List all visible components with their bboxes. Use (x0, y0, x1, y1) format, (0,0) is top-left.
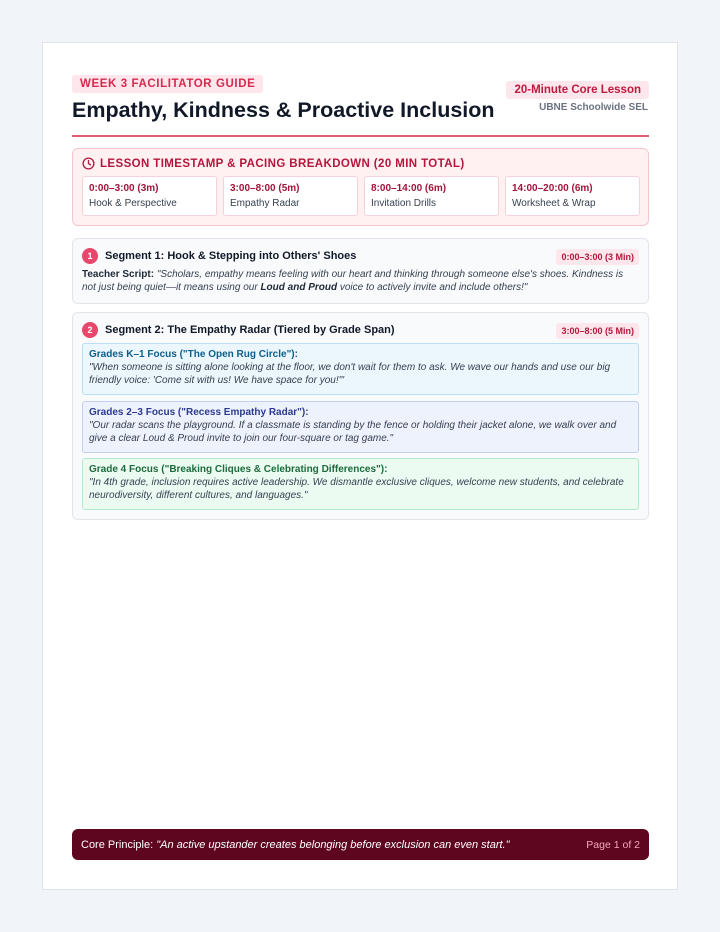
pacing-breakdown-panel (72, 148, 649, 226)
teacher-script-text-end: voice to actively invite and include others!" (337, 282, 528, 293)
segment-2-title: Segment 2: The Empathy Radar (Tiered by Grade Span) (105, 324, 395, 336)
lesson-duration-badge: 20-Minute Core Lesson (506, 81, 649, 99)
page-number: Page 1 of 2 (586, 838, 640, 851)
pacing-step (82, 176, 217, 216)
core-principle-footer (72, 829, 649, 860)
segment-2-time-badge: 3:00–8:00 (5 Min) (556, 323, 639, 339)
grade-k1-focus-box (82, 343, 639, 395)
segment-1-card (72, 238, 649, 304)
grade-focus-text: "In 4th grade, inclusion requires active leadership. We dismantle exclusive cliques, welcome new students, and celebrate neurodiversity, different cultures, and languages." (89, 477, 624, 501)
grade-23-focus-box (82, 401, 639, 453)
segment-number-badge: 1 (82, 248, 98, 264)
pacing-step-time: 0:00–3:00 (3m) (89, 183, 159, 194)
pacing-step (223, 176, 358, 216)
teacher-script-emphasis: Loud and Proud (260, 282, 338, 293)
grade-4-focus-box (82, 458, 639, 510)
segment-2-header (82, 322, 395, 338)
page-title: Empathy, Kindness & Proactive Inclusion (72, 98, 495, 122)
pacing-step-time: 3:00–8:00 (5m) (230, 183, 300, 194)
segment-number-badge: 2 (82, 322, 98, 338)
pacing-step-time: 8:00–14:00 (6m) (371, 183, 447, 194)
clock-icon (82, 157, 95, 170)
teacher-script-label: Teacher Script: (82, 269, 155, 280)
teacher-script-text: "Scholars, empathy means feeling with our heart and thinking through someone else's shoes. Kindness is not just being quiet—it means using our (82, 269, 624, 293)
segment-1-header (82, 248, 356, 264)
organization-label: UBNE Schoolwide SEL (539, 102, 648, 113)
guide-page (42, 42, 678, 890)
segment-2-card (72, 312, 649, 520)
pacing-steps (82, 176, 640, 216)
pacing-step-time: 14:00–20:00 (6m) (512, 183, 593, 194)
pacing-step-label: Invitation Drills (371, 198, 437, 209)
pacing-step (364, 176, 499, 216)
core-principle (81, 839, 586, 851)
core-principle-quote: "An active upstander creates belonging before exclusion can even start." (156, 838, 510, 851)
core-principle-label: Core Principle: (81, 838, 157, 851)
pacing-heading-text: LESSON TIMESTAMP & PACING BREAKDOWN (20 MIN TOTAL) (100, 157, 465, 170)
title-divider (72, 135, 649, 137)
eyebrow-label: WEEK 3 FACILITATOR GUIDE (72, 75, 263, 93)
grade-focus-text: "When someone is sitting alone looking at the floor, we don't wait for them to ask. We wave our hands and use our big friendly voice: 'Come sit with us! We have space for you!'" (89, 362, 611, 386)
pacing-step-label: Worksheet & Wrap (512, 198, 596, 209)
teacher-script (82, 268, 638, 294)
grade-focus-text: "Our radar scans the playground. If a classmate is standing by the fence or holding their jacket alone, we walk over and give a clear Loud & Proud invite to join our four-square or tag game." (89, 420, 617, 444)
segment-1-time-badge: 0:00–3:00 (3 Min) (556, 249, 639, 265)
segment-1-title: Segment 1: Hook & Stepping into Others' Shoes (105, 250, 357, 262)
grade-focus-title: Grade 4 Focus ("Breaking Cliques & Celebrating Differences"): (89, 464, 388, 475)
pacing-heading (82, 157, 465, 170)
pacing-step-label: Empathy Radar (230, 198, 300, 209)
pacing-step-label: Hook & Perspective (89, 198, 177, 209)
pacing-step (505, 176, 640, 216)
grade-focus-title: Grades K–1 Focus ("The Open Rug Circle"): (89, 349, 298, 360)
grade-focus-title: Grades 2–3 Focus ("Recess Empathy Radar"): (89, 407, 309, 418)
